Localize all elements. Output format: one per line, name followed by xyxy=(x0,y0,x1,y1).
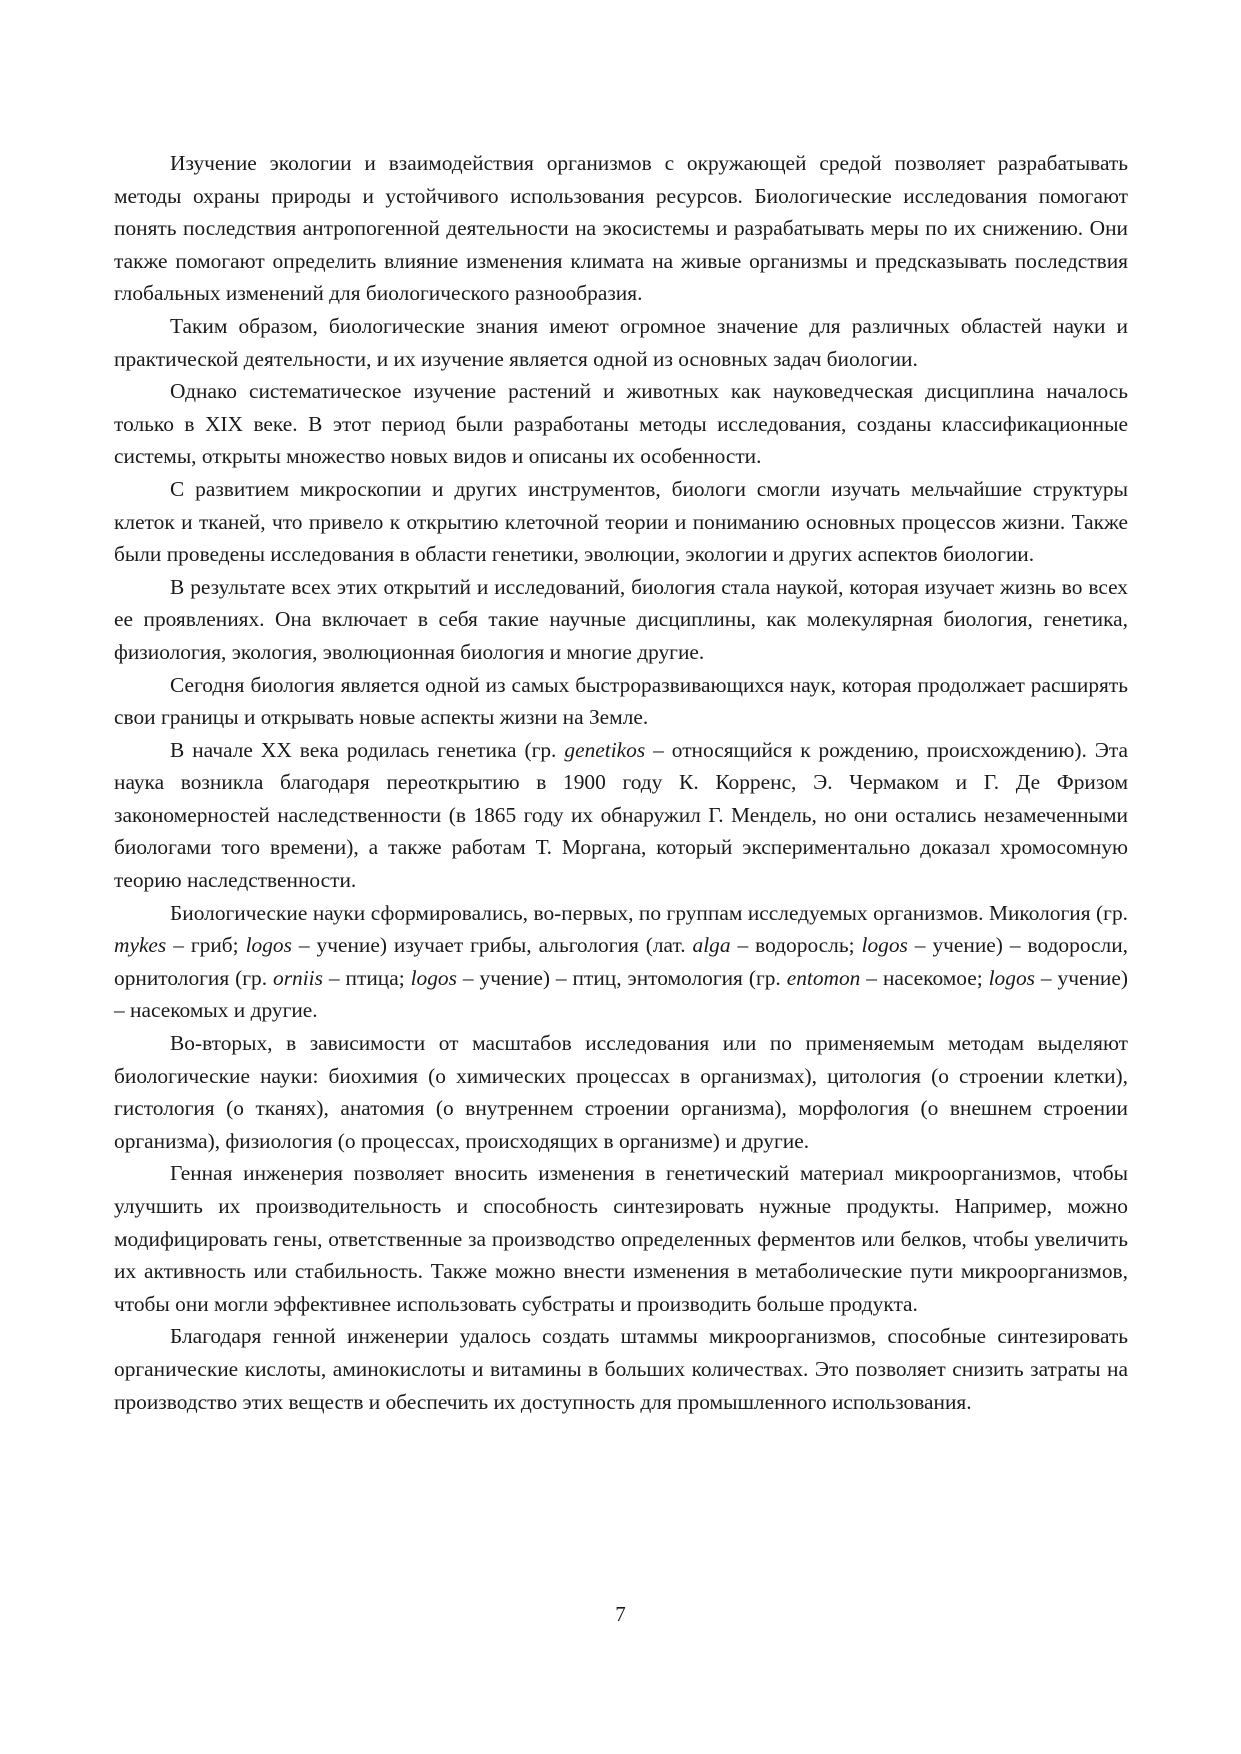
paragraph xyxy=(114,147,1128,310)
body-text xyxy=(114,147,1128,1418)
paragraph-text: В начале XX века родилась генетика (гр. xyxy=(170,737,565,762)
paragraph xyxy=(114,1157,1128,1320)
paragraph xyxy=(114,375,1128,473)
paragraph-text: Биологические науки сформировались, во-первых, по группам исследуемых организмов. Микология (гр. xyxy=(170,900,1128,925)
italic-term: logos xyxy=(410,965,457,990)
italic-term: alga xyxy=(692,933,731,958)
italic-term: mykes xyxy=(114,933,167,958)
paragraph xyxy=(114,734,1128,897)
paragraph-text: Во-вторых, в зависимости от масштабов исследования или по применяемым методам выделяют биологические науки: биохимия (о химических процессах в организмах), цитология (о строении клетки), гистология (о тканях), анатомия (о внутреннем строении организма), морфология (о внешнем строении организма), физиология (о процессах, происходящих в организме) и другие. xyxy=(114,1031,1128,1153)
italic-term: entomon xyxy=(786,965,861,990)
paragraph xyxy=(114,310,1128,375)
paragraph-text: С развитием микроскопии и других инструментов, биологи смогли изучать мельчайшие структуры клеток и тканей, что привело к открытию клеточной теории и пониманию основных процессов жизни. Также были проведены исследования в области генетики, эволюции, экологии и других аспектов биологии. xyxy=(114,476,1128,567)
italic-term: genetikos xyxy=(564,737,646,762)
italic-term: orniis xyxy=(273,965,323,990)
page-number: 7 xyxy=(615,1602,626,1626)
italic-term: logos xyxy=(988,965,1035,990)
paragraph-text: Благодаря генной инженерии удалось создать штаммы микроорганизмов, способные синтезировать органические кислоты, аминокислоты и витамины в больших количествах. Это позволяет снизить затраты на производство этих веществ и обеспечить их доступность для промышленного использования. xyxy=(114,1324,1128,1414)
paragraph-text: Таким образом, биологические знания имеют огромное значение для различных областей науки и практической деятельности, и их изучение является одной из основных задач биологии. xyxy=(114,313,1128,371)
paragraph xyxy=(114,473,1128,571)
paragraph-text: В результате всех этих открытий и исследований, биология стала наукой, которая изучает жизнь во всех ее проявлениях. Она включает в себя такие научные дисциплины, как молекулярная биология, генетика, физиология, экология, эволюционная биология и многие другие. xyxy=(114,574,1128,664)
paragraph-text: – гриб; xyxy=(166,933,246,958)
paragraph-text: – учение) – водоросли, орнитология (гр. xyxy=(114,933,1129,990)
paragraph-text: – учение) – птиц, энтомология (гр. xyxy=(456,965,787,990)
paragraph xyxy=(114,669,1128,734)
paragraph-text: Однако систематическое изучение растений и животных как науковедческая дисциплина началось только в XIX веке. В этот период были разработаны методы исследования, созданы классификационные системы, открыты множество новых видов и описаны их особенности. xyxy=(114,379,1128,469)
italic-term: logos xyxy=(861,933,908,958)
paragraph-text: – насекомое; xyxy=(860,965,989,990)
paragraph-text: – относящийся к рождению, происхождению). Эта наука возникла благодаря переоткрытию в 1900 году К. Корренс, Э. Чермаком и Г. Де Фризом закономерностей наследственности (в 1865 году их обнаружил Г. Мендель, но они остались незамеченными биологами того времени), а также работам Т. Моргана, который экспериментально доказал хромосомную теорию наследственности. xyxy=(114,737,1128,893)
paragraph-text: – птица; xyxy=(322,965,411,990)
paragraph xyxy=(114,897,1128,1027)
paragraph-text: – учение) – насекомых и другие. xyxy=(114,965,1128,1023)
paragraph-text: Сегодня биология является одной из самых быстроразвивающихся наук, которая продолжает расширять свои границы и открывать новые аспекты жизни на Земле. xyxy=(114,672,1128,730)
paragraph-text: Изучение экологии и взаимодействия организмов с окружающей средой позволяет разрабатывать методы охраны природы и устойчивого использования ресурсов. Биологические исследования помогают понять последствия антропогенной деятельности на экосистемы и разрабатывать меры по их снижению. Они также помогают определить влияние изменения климата на живые организмы и предсказывать последствия глобальных изменений для биологического разнообразия. xyxy=(114,151,1128,306)
paragraph xyxy=(114,1320,1128,1418)
paragraph-text: – учение) изучает грибы, альгология (лат. xyxy=(291,933,693,958)
paragraph-text: Генная инженерия позволяет вносить изменения в генетический материал микроорганизмов, чтобы улучшить их производительность и способность синтезировать нужные продукты. Например, можно модифицировать гены, ответственные за производство определенных ферментов или белков, чтобы увеличить их активность или стабильность. Также можно внести изменения в метаболические пути микроорганизмов, чтобы они могли эффективнее использовать субстраты и производить больше продукта. xyxy=(114,1161,1128,1316)
paragraph xyxy=(114,571,1128,669)
italic-term: logos xyxy=(245,933,292,958)
paragraph xyxy=(114,1027,1128,1157)
paragraph-text: – водоросль; xyxy=(730,933,862,958)
